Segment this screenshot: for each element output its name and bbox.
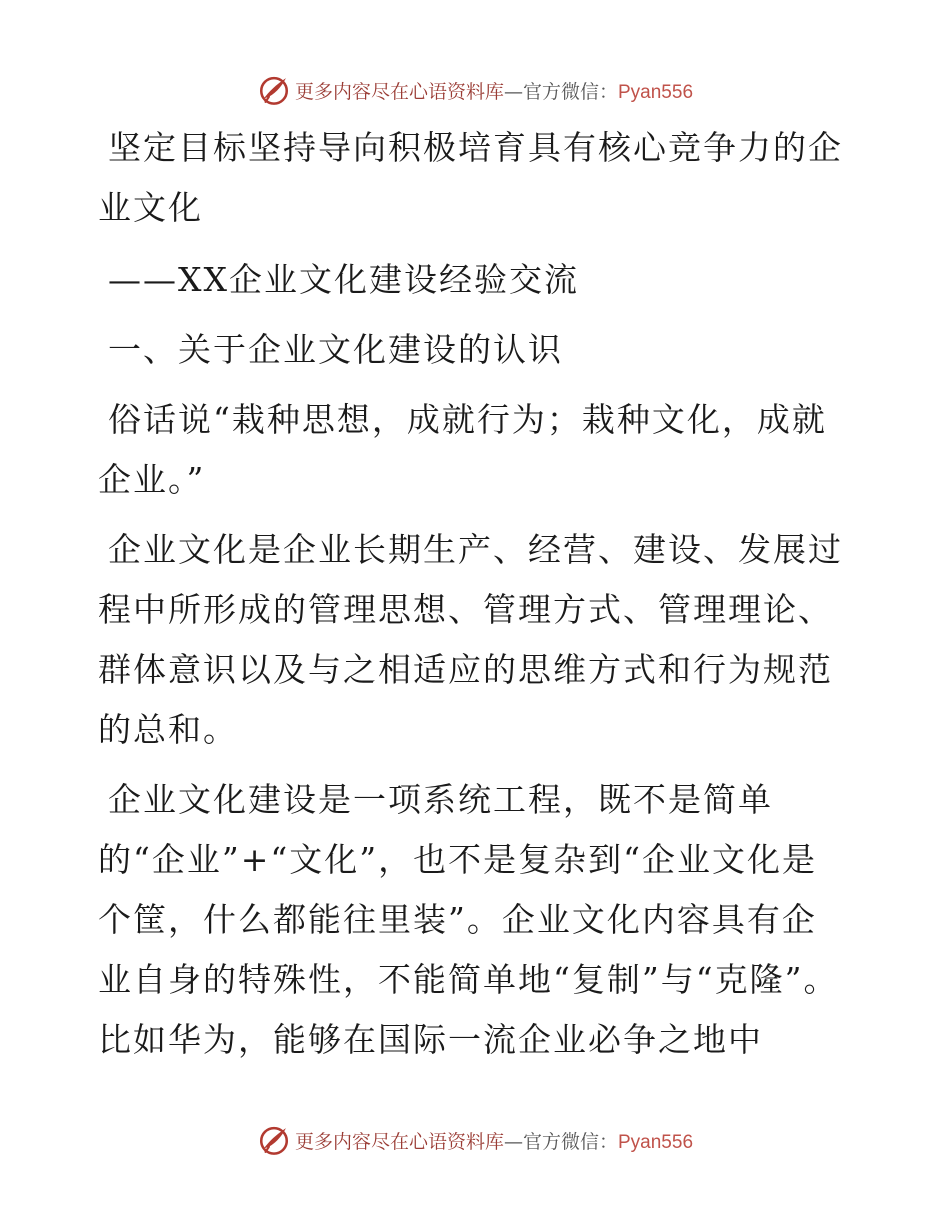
quill-logo-icon <box>257 1123 291 1157</box>
paragraph-1: 俗话说“栽种思想，成就行为；栽种文化，成就企业。” <box>98 400 827 499</box>
footer-wechat-id: Pyan556 <box>618 1131 694 1153</box>
document-subtitle: ——XX企业文化建设经验交流 <box>108 260 579 299</box>
quill-logo-icon <box>257 73 291 107</box>
paragraph-3: 企业文化建设是一项系统工程，既不是简单的“企业”+“文化”，也不是复杂到“企业文化是个筐，什么都能往里装”。企业文化内容具有企业自身的特殊性，不能简单地“复制”与“克隆”。比如华为，能够在国际一流企业必争之地中 <box>98 780 839 1059</box>
footer-separator: — <box>503 1130 523 1153</box>
header-banner-text <box>295 77 693 104</box>
footer-banner-text <box>295 1127 693 1154</box>
header-wechat-id: Pyan556 <box>618 81 694 103</box>
footer-brand-text: 更多内容尽在心语资料库 <box>294 1130 504 1153</box>
header-wechat-label: 官方微信： <box>522 80 618 103</box>
footer-watermark-banner <box>0 1120 950 1160</box>
footer-banner-inner <box>257 1123 693 1157</box>
document-body <box>98 118 850 1080</box>
section-heading: 一、关于企业文化建设的认识 <box>108 330 563 369</box>
footer-wechat-label: 官方微信： <box>522 1130 618 1153</box>
header-watermark-banner <box>0 70 950 110</box>
document-title: 坚定目标坚持导向积极培育具有核心竞争力的企业文化 <box>98 128 843 227</box>
header-banner-inner <box>257 73 693 107</box>
header-separator: — <box>503 80 523 103</box>
paragraph-2: 企业文化是企业长期生产、经营、建设、发展过程中所形成的管理思想、管理方式、管理理论、群体意识以及与之相适应的思维方式和行为规范的总和。 <box>98 530 843 749</box>
header-brand-text: 更多内容尽在心语资料库 <box>294 80 504 103</box>
